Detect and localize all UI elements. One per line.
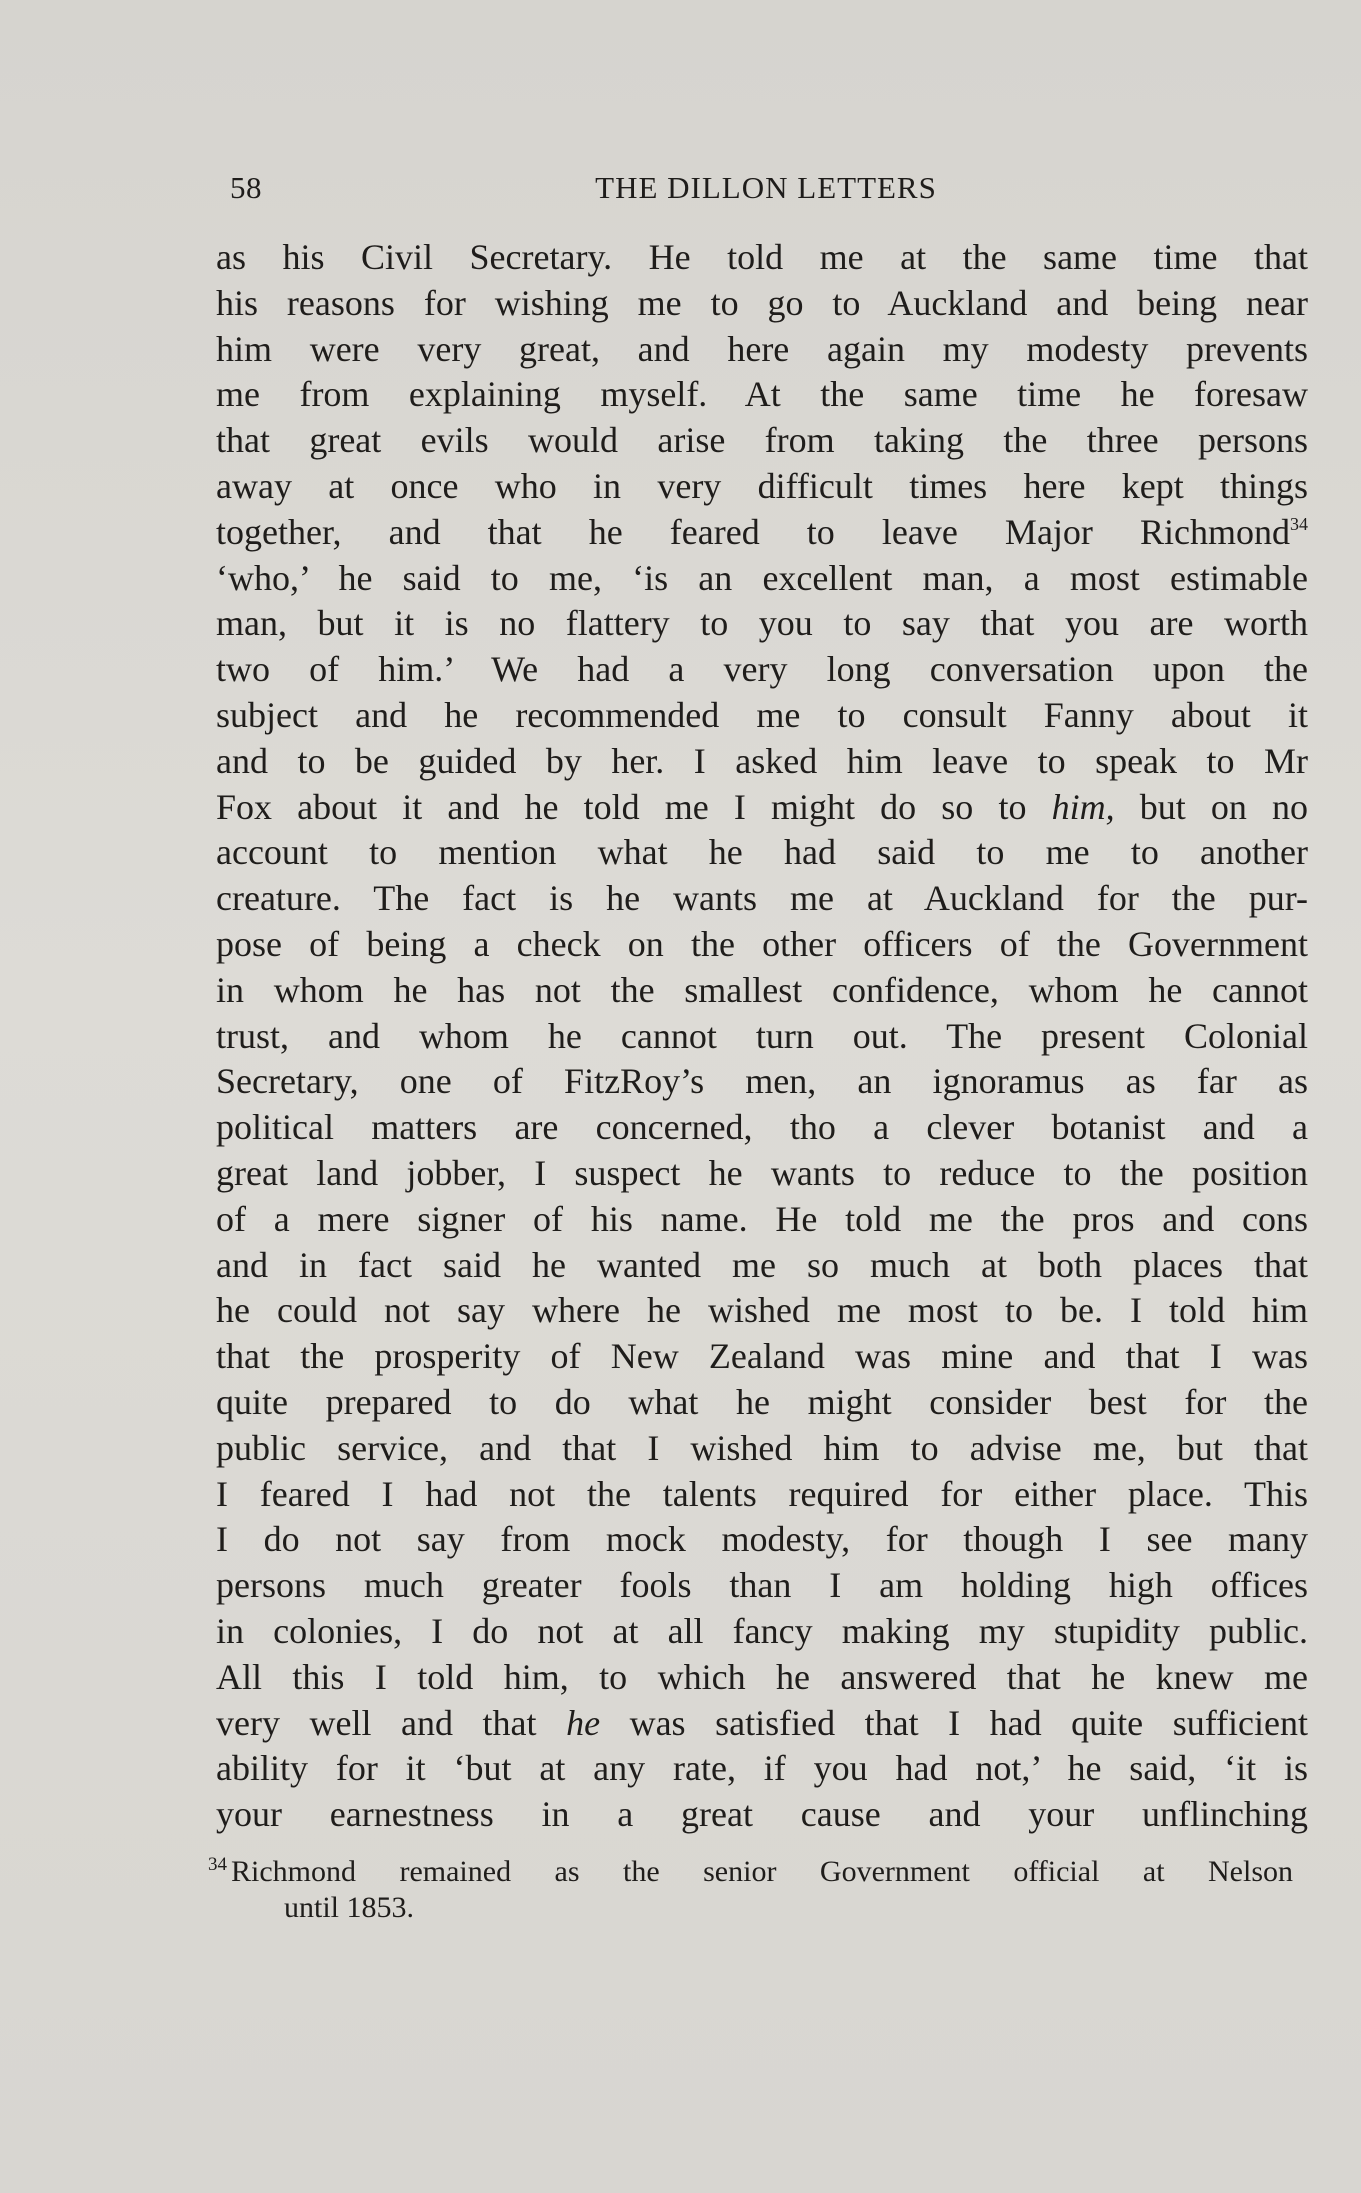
italic-word: he [566,1702,601,1743]
line-text: very well and that [216,1702,567,1743]
line-text: together, and that he feared to leave Major Richmond [216,511,1290,552]
page-number: 58 [230,170,262,205]
text-line [216,1609,1308,1655]
running-title: THE DILLON LETTERS [595,170,937,205]
running-head [230,170,1302,214]
text-line [216,1517,1308,1563]
text-line [216,1746,1308,1792]
line-text: quite prepared to do what he might consider best for the [216,1381,1308,1422]
text-line [216,1151,1308,1197]
line-text: in colonies, I do not at all fancy making my stupidity public. [216,1610,1308,1651]
text-line [216,281,1308,327]
text-line [216,1380,1308,1426]
line-text: Secretary, one of FitzRoy’s men, an ignoramus as far as [216,1061,1308,1102]
text-line [216,1563,1308,1609]
line-text: in whom he has not the smallest confidence, whom he cannot [216,969,1308,1010]
footnote-text: Richmond remained as the senior Government official at Nelson [231,1855,1293,1888]
line-text: All this I told him, to which he answered that he knew me [216,1656,1308,1697]
text-line [216,556,1308,602]
text-line [216,1655,1308,1701]
footnote-marker: 34 [208,1854,227,1875]
line-text: and to be guided by her. I asked him leave to speak to Mr [216,740,1308,781]
text-line [216,1426,1308,1472]
body-text [216,235,1308,1838]
text-line [216,830,1308,876]
line-text: trust, and whom he cannot turn out. The present Colonial [216,1015,1308,1056]
line-text: he could not say where he wished me most to be. I told him [216,1290,1308,1331]
line-text-continued: but on no [1114,786,1308,827]
text-line [216,922,1308,968]
text-line [216,739,1308,785]
text-line [216,1059,1308,1105]
line-text: me from explaining myself. At the same time he foresaw [216,374,1308,415]
footnote-line [208,1854,1293,1890]
line-text: and in fact said he wanted me so much at both places that [216,1244,1308,1285]
text-line [216,1243,1308,1289]
text-line [216,693,1308,739]
footnote [208,1854,1293,1926]
text-line [216,1334,1308,1380]
text-line [216,1701,1308,1747]
line-text-continued: was satisfied that I had quite sufficient [600,1702,1308,1743]
line-text: pose of being a check on the other officers of the Government [216,923,1308,964]
line-text: I do not say from mock modesty, for though I see many [216,1519,1308,1560]
italic-word: him, [1051,786,1115,827]
line-text: away at once who in very difficult times here kept things [216,465,1308,506]
text-line [216,1014,1308,1060]
text-line [216,235,1308,281]
line-text: that the prosperity of New Zealand was mine and that I was [216,1336,1308,1377]
text-line [216,327,1308,373]
line-text: ‘who,’ he said to me, ‘is an excellent man, a most estimable [216,557,1308,598]
line-text: that great evils would arise from taking the three persons [216,420,1308,461]
line-text: ability for it ‘but at any rate, if you had not,’ he said, ‘it is [216,1748,1308,1789]
text-line [216,510,1308,556]
text-line [216,1792,1308,1838]
footnote-reference[interactable]: 34 [1290,513,1308,534]
line-text: as his Civil Secretary. He told me at the same time that [216,237,1308,277]
line-text: account to mention what he had said to me to another [216,832,1308,873]
line-text: I feared I had not the talents required for either place. This [216,1473,1308,1514]
text-line [216,1197,1308,1243]
text-line [216,876,1308,922]
line-text: public service, and that I wished him to advise me, but that [216,1427,1308,1468]
line-text: of a mere signer of his name. He told me the pros and cons [216,1198,1308,1239]
text-line [216,647,1308,693]
line-text: two of him.’ We had a very long conversation upon the [216,649,1308,690]
line-text: political matters are concerned, tho a clever botanist and a [216,1107,1308,1148]
line-text: your earnestness in a great cause and your unflinching [216,1794,1308,1835]
line-text: Fox about it and he told me I might do so to [216,786,1052,827]
text-line [216,785,1308,831]
footnote-line: until 1853. [284,1891,415,1924]
line-text: great land jobber, I suspect he wants to reduce to the position [216,1152,1308,1193]
text-line [216,372,1308,418]
line-text: man, but it is no flattery to you to say that you are worth [216,603,1308,644]
text-line [216,1288,1308,1334]
text-line [216,418,1308,464]
line-text: his reasons for wishing me to go to Auckland and being near [216,282,1308,323]
line-text: him were very great, and here again my modesty prevents [216,328,1308,369]
text-line [216,464,1308,510]
line-text: persons much greater fools than I am holding high offices [216,1565,1308,1606]
text-line [216,968,1308,1014]
text-line [216,1105,1308,1151]
line-text: subject and he recommended me to consult Fanny about it [216,694,1308,735]
text-line [216,1472,1308,1518]
text-line [216,601,1308,647]
line-text: creature. The fact is he wants me at Auckland for the pur- [216,878,1308,919]
